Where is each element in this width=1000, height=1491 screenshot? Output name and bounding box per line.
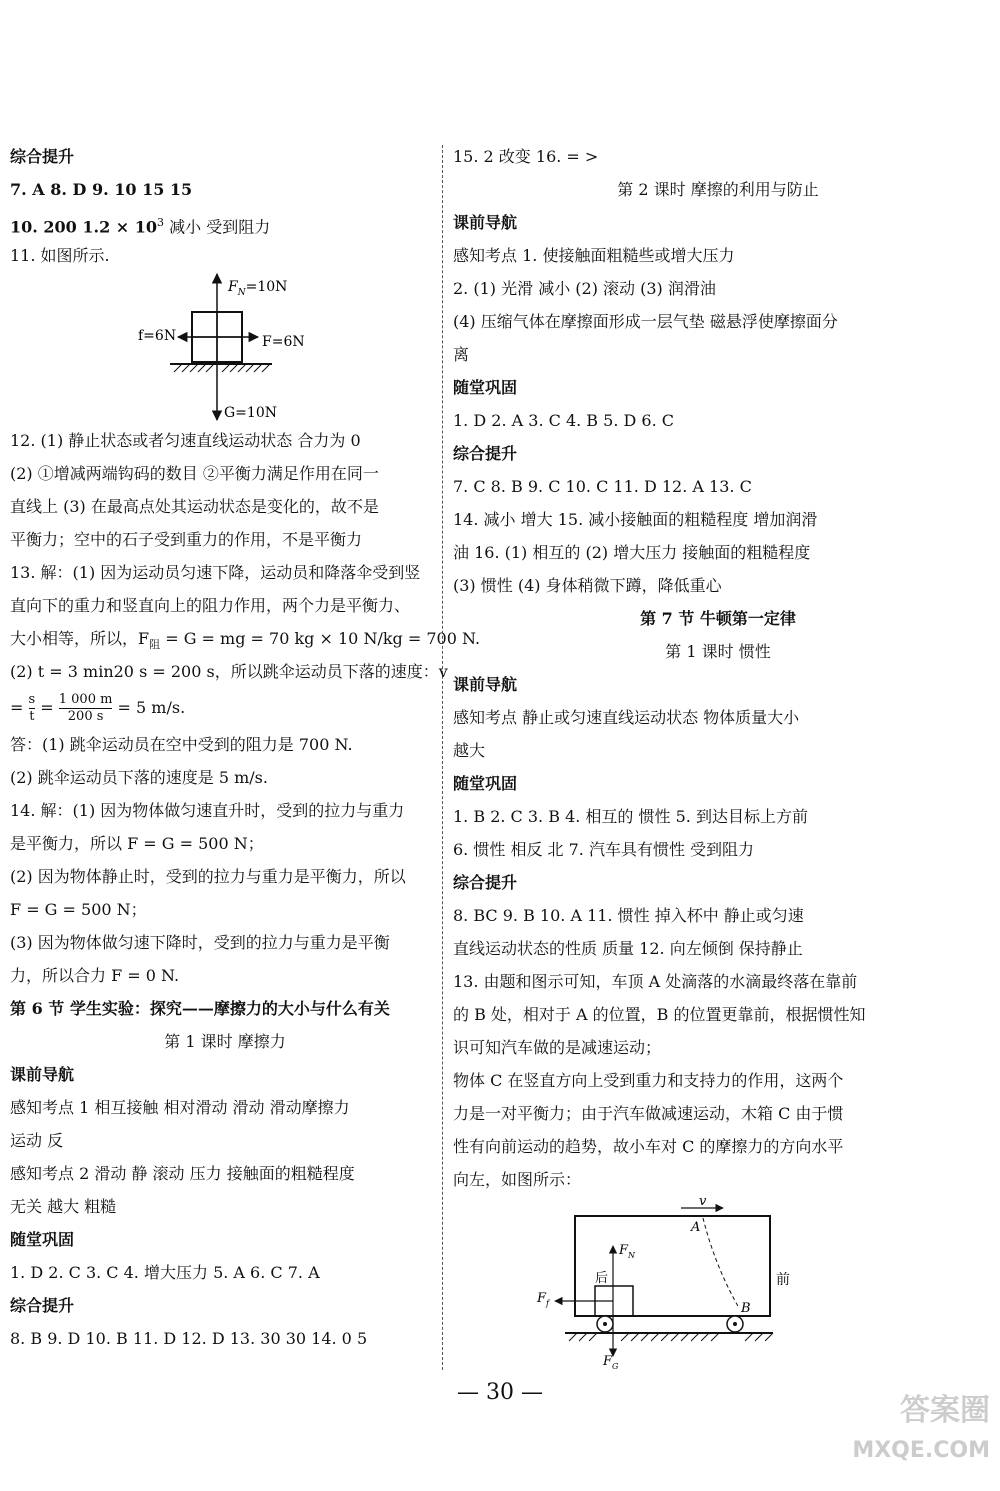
answer-line: 感知考点 2 滑动 静 滚动 压力 接触面的粗糙程度: [10, 1164, 355, 1183]
answer-line: 向左，如图所示：: [453, 1170, 582, 1189]
car-diagram-block: [453, 1194, 983, 1371]
b-label: B: [741, 1301, 751, 1316]
force-diagram-block: [10, 272, 440, 424]
answer-line: (3) 惯性 (4) 身体稍微下蹲，降低重心: [453, 576, 722, 595]
v-label: v: [699, 1194, 707, 1209]
section-heading: 综合提升: [10, 147, 75, 166]
answer-line: 平衡力；空中的石子受到重力的作用，不是平衡力: [10, 530, 363, 549]
answer-line: 大小相等，所以，$F_阻 = G$ = mg = 70 kg × 10 N/kg = 700 N.: [10, 629, 481, 652]
answer-line: 11. 如图所示.: [10, 246, 110, 265]
answer-line: 力，所以合力 F = 0 N.: [10, 966, 180, 985]
section-heading: 综合提升: [453, 873, 518, 892]
lesson-title: 第 1 课时 摩擦力: [164, 1032, 286, 1051]
answer-line: 14. 减小 增大 15. 减小接触面的粗糙程度 增加润滑: [453, 510, 818, 529]
section-title: 第 7 节 牛顿第一定律: [640, 609, 796, 628]
answer-line: 7. A 8. D 9. 10 15 15: [10, 180, 193, 199]
answer-line: 感知考点 1 相互接触 相对滑动 滑动 滑动摩擦力: [10, 1098, 350, 1117]
fg-label: $F_G$: [603, 1354, 619, 1371]
ff-label: $F_f$: [537, 1291, 549, 1308]
answer-line: 无关 越大 粗糙: [10, 1197, 117, 1216]
answer-line: 越大: [453, 741, 486, 760]
answer-line: 离: [453, 345, 470, 364]
answer-line: 1. D 2. A 3. C 4. B 5. D 6. C: [453, 411, 674, 430]
answer-line: 直线运动状态的性质 质量 12. 向左倾倒 保持静止: [453, 939, 803, 958]
answer-line: 物体 C 在竖直方向上受到重力和支持力的作用，这两个: [453, 1071, 844, 1090]
answer-line: 8. B 9. D 10. B 11. D 12. D 13. 30 30 14. 0 5: [10, 1329, 368, 1348]
answer-line: 1. D 2. C 3. C 4. 增大压力 5. A 6. C 7. A: [10, 1263, 320, 1282]
answer-line: 直线上 (3) 在最高点处其运动状态是变化的，故不是: [10, 497, 379, 516]
answer-line: 直向下的重力和竖直向上的阻力作用，两个力是平衡力、: [10, 596, 411, 615]
section-title: 第 6 节 学生实验：探究——摩擦力的大小与什么有关: [10, 999, 390, 1018]
car-inertia-diagram: [453, 1194, 983, 1371]
answer-line: = $\frac{s}{t}$ = $\frac{1 000 m}{200 s}$ = 5 m/s.: [10, 692, 186, 724]
F-label: F=6N: [262, 334, 305, 350]
answer-line: (4) 压缩气体在摩擦面形成一层气垫 磁悬浮使摩擦面分: [453, 312, 838, 331]
watermark: 答案圈 MXQE.COM: [852, 1393, 990, 1463]
lesson-title: 第 2 课时 摩擦的利用与防止: [617, 180, 819, 199]
answer-line: 1. B 2. C 3. B 4. 相互的 惯性 5. 到达目标上方前: [453, 807, 808, 826]
answer-line: 15. 2 改变 16. = >: [453, 147, 599, 166]
answer-line: 力是一对平衡力；由于汽车做减速运动，木箱 C 由于惯: [453, 1104, 844, 1123]
answer-line: 10. 200 $1.2 \times 10^3$ 减小 受到阻力: [10, 216, 271, 237]
answer-line: 7. C 8. B 9. C 10. C 11. D 12. A 13. C: [453, 477, 752, 496]
section-heading: 课前导航: [453, 213, 518, 232]
drop-path: [703, 1218, 739, 1308]
a-label: A: [691, 1220, 701, 1235]
section-heading: 课前导航: [10, 1065, 75, 1084]
section-heading: 随堂巩固: [10, 1230, 75, 1249]
answer-line: 感知考点 1. 使接触面粗糙些或增大压力: [453, 246, 735, 265]
answer-line: F = G = 500 N；: [10, 900, 147, 919]
answer-line: 13. 由题和图示可知，车顶 A 处滴落的水滴最终落在靠前: [453, 972, 858, 991]
answer-line: 6. 惯性 相反 北 7. 汽车具有惯性 受到阻力: [453, 840, 755, 859]
answer-line: 14. 解：(1) 因为物体做匀速直升时，受到的拉力与重力: [10, 801, 405, 820]
f-label: f=6N: [138, 328, 177, 344]
answer-line: 性有向前运动的趋势，故小车对 C 的摩擦力的方向水平: [453, 1137, 844, 1156]
answer-line: (2) 因为物体静止时，受到的拉力与重力是平衡力，所以: [10, 867, 406, 886]
section-heading: 随堂巩固: [453, 378, 518, 397]
answer-line: 油 16. (1) 相互的 (2) 增大压力 接触面的粗糙程度: [453, 543, 811, 562]
left-column: [10, 140, 481, 1355]
section-heading: 综合提升: [10, 1296, 75, 1315]
answer-line: 答：(1) 跳伞运动员在空中受到的阻力是 700 N.: [10, 735, 353, 754]
answer-line: 是平衡力，所以 F = G = 500 N；: [10, 834, 264, 853]
fn-label: $F_N$: [619, 1243, 636, 1260]
section-heading: 课前导航: [453, 675, 518, 694]
answer-line: 8. BC 9. B 10. A 11. 惯性 掉入杯中 静止或匀速: [453, 906, 804, 925]
section-heading: 随堂巩固: [453, 774, 518, 793]
answer-line: (2) ①增减两端钩码的数目 ②平衡力满足作用在同一: [10, 464, 379, 483]
page-number: — 30 —: [457, 1380, 543, 1405]
answer-line: 13. 解：(1) 因为运动员匀速下降，运动员和降落伞受到竖: [10, 563, 421, 582]
g-label: G=10N: [224, 405, 277, 421]
answer-line: (2) 跳伞运动员下落的速度是 5 m/s.: [10, 768, 268, 787]
right-column: [453, 140, 983, 1371]
answer-line: (3) 因为物体做匀速下降时，受到的拉力与重力是平衡: [10, 933, 390, 952]
hou-label: 后: [595, 1271, 609, 1286]
answer-line: 运动 反: [10, 1131, 64, 1150]
lesson-title: 第 1 课时 惯性: [665, 642, 771, 661]
answer-line: 感知考点 静止或匀速直线运动状态 物体质量大小: [453, 708, 800, 727]
force-diagram: [10, 272, 440, 424]
answer-line: (2) t = 3 min20 s = 200 s，所以跳伞运动员下落的速度：v: [10, 662, 448, 681]
fn-label: $F_N=10N$: [228, 279, 288, 298]
answer-line: 识可知汽车做的是减速运动；: [453, 1038, 662, 1057]
qian-label: 前: [776, 1272, 790, 1288]
column-divider: [442, 145, 443, 1370]
answer-line: 2. (1) 光滑 减小 (2) 滚动 (3) 润滑油: [453, 279, 716, 298]
section-heading: 综合提升: [453, 444, 518, 463]
answer-line: 的 B 处，相对于 A 的位置，B 的位置更靠前，根据惯性知: [453, 1005, 866, 1024]
answer-line: 12. (1) 静止状态或者匀速直线运动状态 合力为 0: [10, 431, 361, 450]
